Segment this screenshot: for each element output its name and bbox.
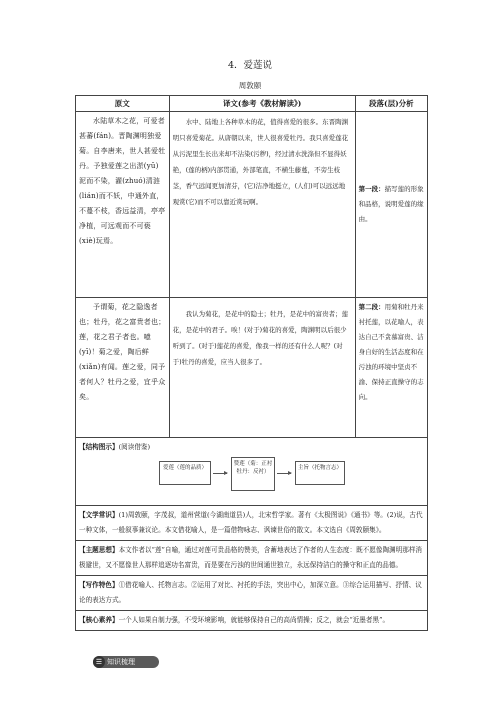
badge-label: 知识梳理 (107, 658, 135, 666)
table-header-row (76, 96, 428, 112)
header-analysis: 段落(层)分析 (355, 96, 427, 112)
features-row (76, 576, 428, 611)
literacy-label: 【核心素养】 (79, 616, 119, 624)
table-row (76, 298, 428, 438)
original-text-2: 予谓菊，花之隐逸者也；牡丹，花之富贵者也；莲，花之君子者也。噫(yī)！菊之爱，陶后鲜(xiǎn)有闻。莲之爱，同予者何人？牡丹之爱，宜乎众矣。 (76, 298, 170, 438)
features-label: 【写作特色】 (79, 581, 119, 589)
translation-text-2: 我认为菊花，是花中的隐士；牡丹，是花中的富贵者；莲花，是花中的君子。唉！(对于)菊花的喜爱，陶渊明以后很少听到了。(对于)莲花的喜爱，像我一样的还有什么人呢？(对于)牡丹的喜爱，应当人很多了。 (169, 298, 355, 438)
analysis-label-1: 第一段： (358, 185, 385, 193)
theme-cell (76, 541, 428, 576)
lesson-table (75, 95, 428, 631)
header-translation: 译文(参考《教材解读》) (169, 96, 355, 112)
features-cell (76, 576, 428, 611)
page-title: 4．爱莲说 (227, 60, 273, 71)
translation-text-1: 水中、陆地上各种草木的花，值得喜爱的很多。东晋陶渊明只喜爱菊花。从唐朝以来，世人很喜爱牡丹。我只喜爱莲花从污泥里生长出来却不沾染(污秽)，经过清水洗涤但不显得妖艳，(莲的柄)内部贯通，外部笔直，不横生藤蔓，不旁生枝茎，香气远闻更加清芬，(它)洁净地挺立，(人们)可以远远地观赏(它)而不可以靠近赏玩啊。 (169, 112, 355, 298)
literature-row (76, 506, 428, 541)
literacy-cell (76, 611, 428, 631)
diagram-box-theme: 主旨（托物言志） (295, 461, 345, 485)
theme-text: 本文作者以“莲”自喻，通过对莲可贵品格的赞美，含蓄地表达了作者的人生态度：既不愿像陶渊明那样消极避世，又不愿像世人那样追逐功名富贵，而是要在污浊的世间通世独立，永远保持洁白的操守和正直的品德。 (79, 546, 423, 569)
diagram-box-praise-lotus: 赞莲（菊：正衬 牡丹：反衬） (231, 457, 275, 491)
diagram-arrow-2 (277, 473, 291, 474)
literature-label: 【文学常识】 (79, 511, 119, 519)
author-name: 周敦颐 (238, 81, 262, 90)
analysis-text-1: 描写莲的形象和品格，说明爱莲的缘由。 (358, 185, 424, 223)
analysis-cell-1 (355, 112, 427, 298)
original-text-1: 水陆草木之花，可爱者甚蕃(fán)。晋陶渊明独爱菊。自李唐来，世人甚爱牡丹。予独爱莲之出淤(yū)泥而不染，濯(zhuó)清涟(lián)而不妖，中通外直，不蔓不枝，香远益清，亭亭净植，可远观而不可亵(xiè)玩焉。 (76, 112, 170, 298)
literacy-row (76, 611, 428, 631)
theme-label: 【主题思想】 (79, 546, 119, 554)
literacy-text: 一个人如果自制力强，不受环境影响，就能够保持自己的高尚情操；反之，就会“近墨者黑”。 (118, 616, 390, 624)
structure-row (76, 438, 428, 506)
features-text: ①借花喻人、托物言志。②运用了对比、衬托的手法，突出中心，加深立意。③综合运用描写、抒情、议论的表达方式。 (79, 581, 422, 604)
analysis-label-2: 第二段： (358, 303, 385, 311)
structure-note: (阅读借鉴) (118, 443, 151, 451)
diagram-box-love-lotus: 爱莲（莲的品质） (159, 461, 211, 485)
analysis-text-2: 用菊和牡丹来衬托莲，以花喻人，表达自己不贪慕富贵、洁身自好的生活态度和在污浊的环境中坚贞不渝、保持正直操守的志向。 (358, 303, 424, 401)
table-row (76, 112, 428, 298)
literature-cell (76, 506, 428, 541)
structure-label: 【结构图示】 (79, 443, 119, 451)
structure-diagram (79, 455, 424, 503)
analysis-cell-2 (355, 298, 427, 438)
theme-row (76, 541, 428, 576)
diagram-arrow-1 (213, 473, 227, 474)
structure-cell (76, 438, 428, 506)
header-original: 原文 (76, 96, 170, 112)
book-icon: ☰ (93, 656, 105, 668)
literature-text: (1)周敦颐，字茂叔，道州营道(今湖南道县)人，北宋哲学家。著有《太极图说》《通书》等。(2)说，古代一种文体，一般叙事兼议论。本文借花喻人，是一篇借物咏志、讽谏世俗的散文。本文选自《周敦颐集》。 (79, 511, 423, 534)
knowledge-section-badge (93, 656, 159, 668)
